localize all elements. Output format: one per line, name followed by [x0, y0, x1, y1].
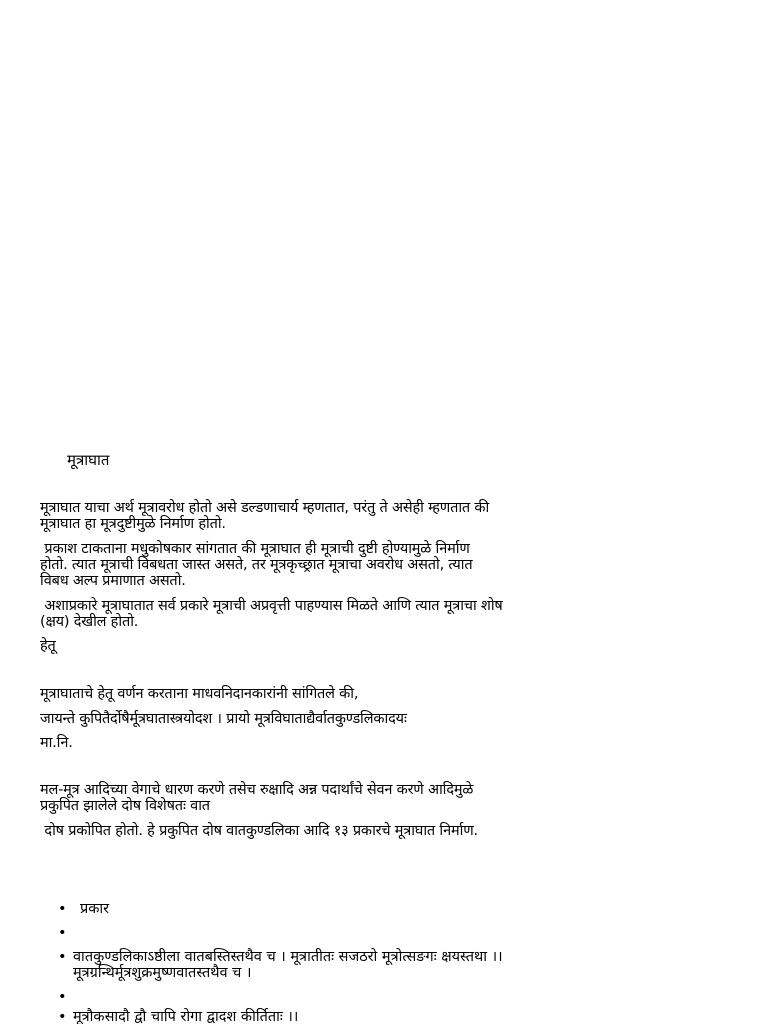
- shloka-line: जायन्ते कुपितैर्दोषैर्मूत्रघातास्त्रयोदश । प्रायो मूत्रविघाताद्यैर्वातकुण्डलिकादयः: [40, 711, 407, 727]
- paragraph-apravrutti: [40, 598, 690, 630]
- list-item: [58, 925, 738, 941]
- paragraph-dosha: दोष प्रकोपित होतो. हे प्रकुपित दोष वातकुण्डलिका आदि १३ प्रकारचे मूत्राघात निर्माण.: [40, 823, 478, 839]
- document-title: मूत्राघात: [67, 451, 110, 469]
- text-line: प्रकुपित झालेले दोष विशेषतः वात: [40, 798, 210, 814]
- bullet-icon: •: [58, 925, 67, 941]
- text-line: होतो. त्यात मूत्राची विबधता जास्त असते, तर मूत्रकृच्छ्रात मूत्राचा अवरोध असतो, त्यात: [40, 557, 473, 573]
- bullet-icon: •: [58, 949, 67, 965]
- section-heading-hetu: हेतू: [40, 638, 56, 654]
- paragraph-madhukosh: [40, 541, 690, 589]
- text-line: मल-मूत्र आदिच्या वेगाचे धारण करणे तसेच रुक्षादि अन्न पदार्थांचे सेवन करणे आदिमुळे: [40, 782, 474, 798]
- list-item: [58, 1009, 738, 1024]
- list-item-text: मूत्रौकसादौ द्वौ चापि रोगा द्वादश कीर्तिताः ।।: [73, 1009, 299, 1024]
- list-item-text: प्रकार: [80, 901, 110, 917]
- text-line: अशाप्रकारे मूत्राघातात सर्व प्रकारे मूत्राची अप्रवृत्ती पाहण्यास मिळते आणि त्यात मूत्राचा शोष: [40, 598, 503, 614]
- list-item-text: मूत्रग्रन्थिर्मूत्रशुक्रमुष्णवातस्तथैव च ।: [73, 965, 252, 981]
- list-item: [58, 949, 738, 981]
- text-line: विबध अल्प प्रमाणात असतो.: [40, 573, 186, 589]
- list-item: [58, 989, 738, 1005]
- bullet-icon: •: [58, 989, 67, 1005]
- text-line: मूत्राघात हा मूत्रदुष्टीमुळे निर्माण होतो.: [40, 516, 226, 532]
- bullet-list: [58, 901, 738, 1024]
- bullet-icon: •: [58, 901, 67, 917]
- paragraph-causes: [40, 782, 690, 814]
- bullet-icon: •: [58, 1009, 67, 1024]
- text-line: प्रकाश टाकताना मधुकोषकार सांगतात की मूत्राघात ही मूत्राची दुष्टी होण्यामुळे निर्माण: [40, 541, 470, 557]
- citation-mani: मा.नि.: [40, 735, 73, 751]
- text-line: मूत्राघात याचा अर्थ मूत्रावरोध होतो असे डल्डणाचार्य म्हणतात, परंतु ते असेही म्हणतात की: [40, 500, 490, 516]
- list-item-text: वातकुण्डलिकाऽष्ठीला वातबस्तिस्तथैव च । मूत्रातीतः सजठरो मूत्रोत्सङगः क्षयस्तथा ।।: [73, 949, 503, 965]
- paragraph-hetu-intro: मूत्राघाताचे हेतू वर्णन करताना माधवनिदानकारांनी सांगितले की,: [40, 686, 359, 702]
- text-line: (क्षय) देखील होतो.: [40, 614, 139, 630]
- paragraph-meaning: [40, 500, 690, 532]
- list-item: [58, 901, 738, 917]
